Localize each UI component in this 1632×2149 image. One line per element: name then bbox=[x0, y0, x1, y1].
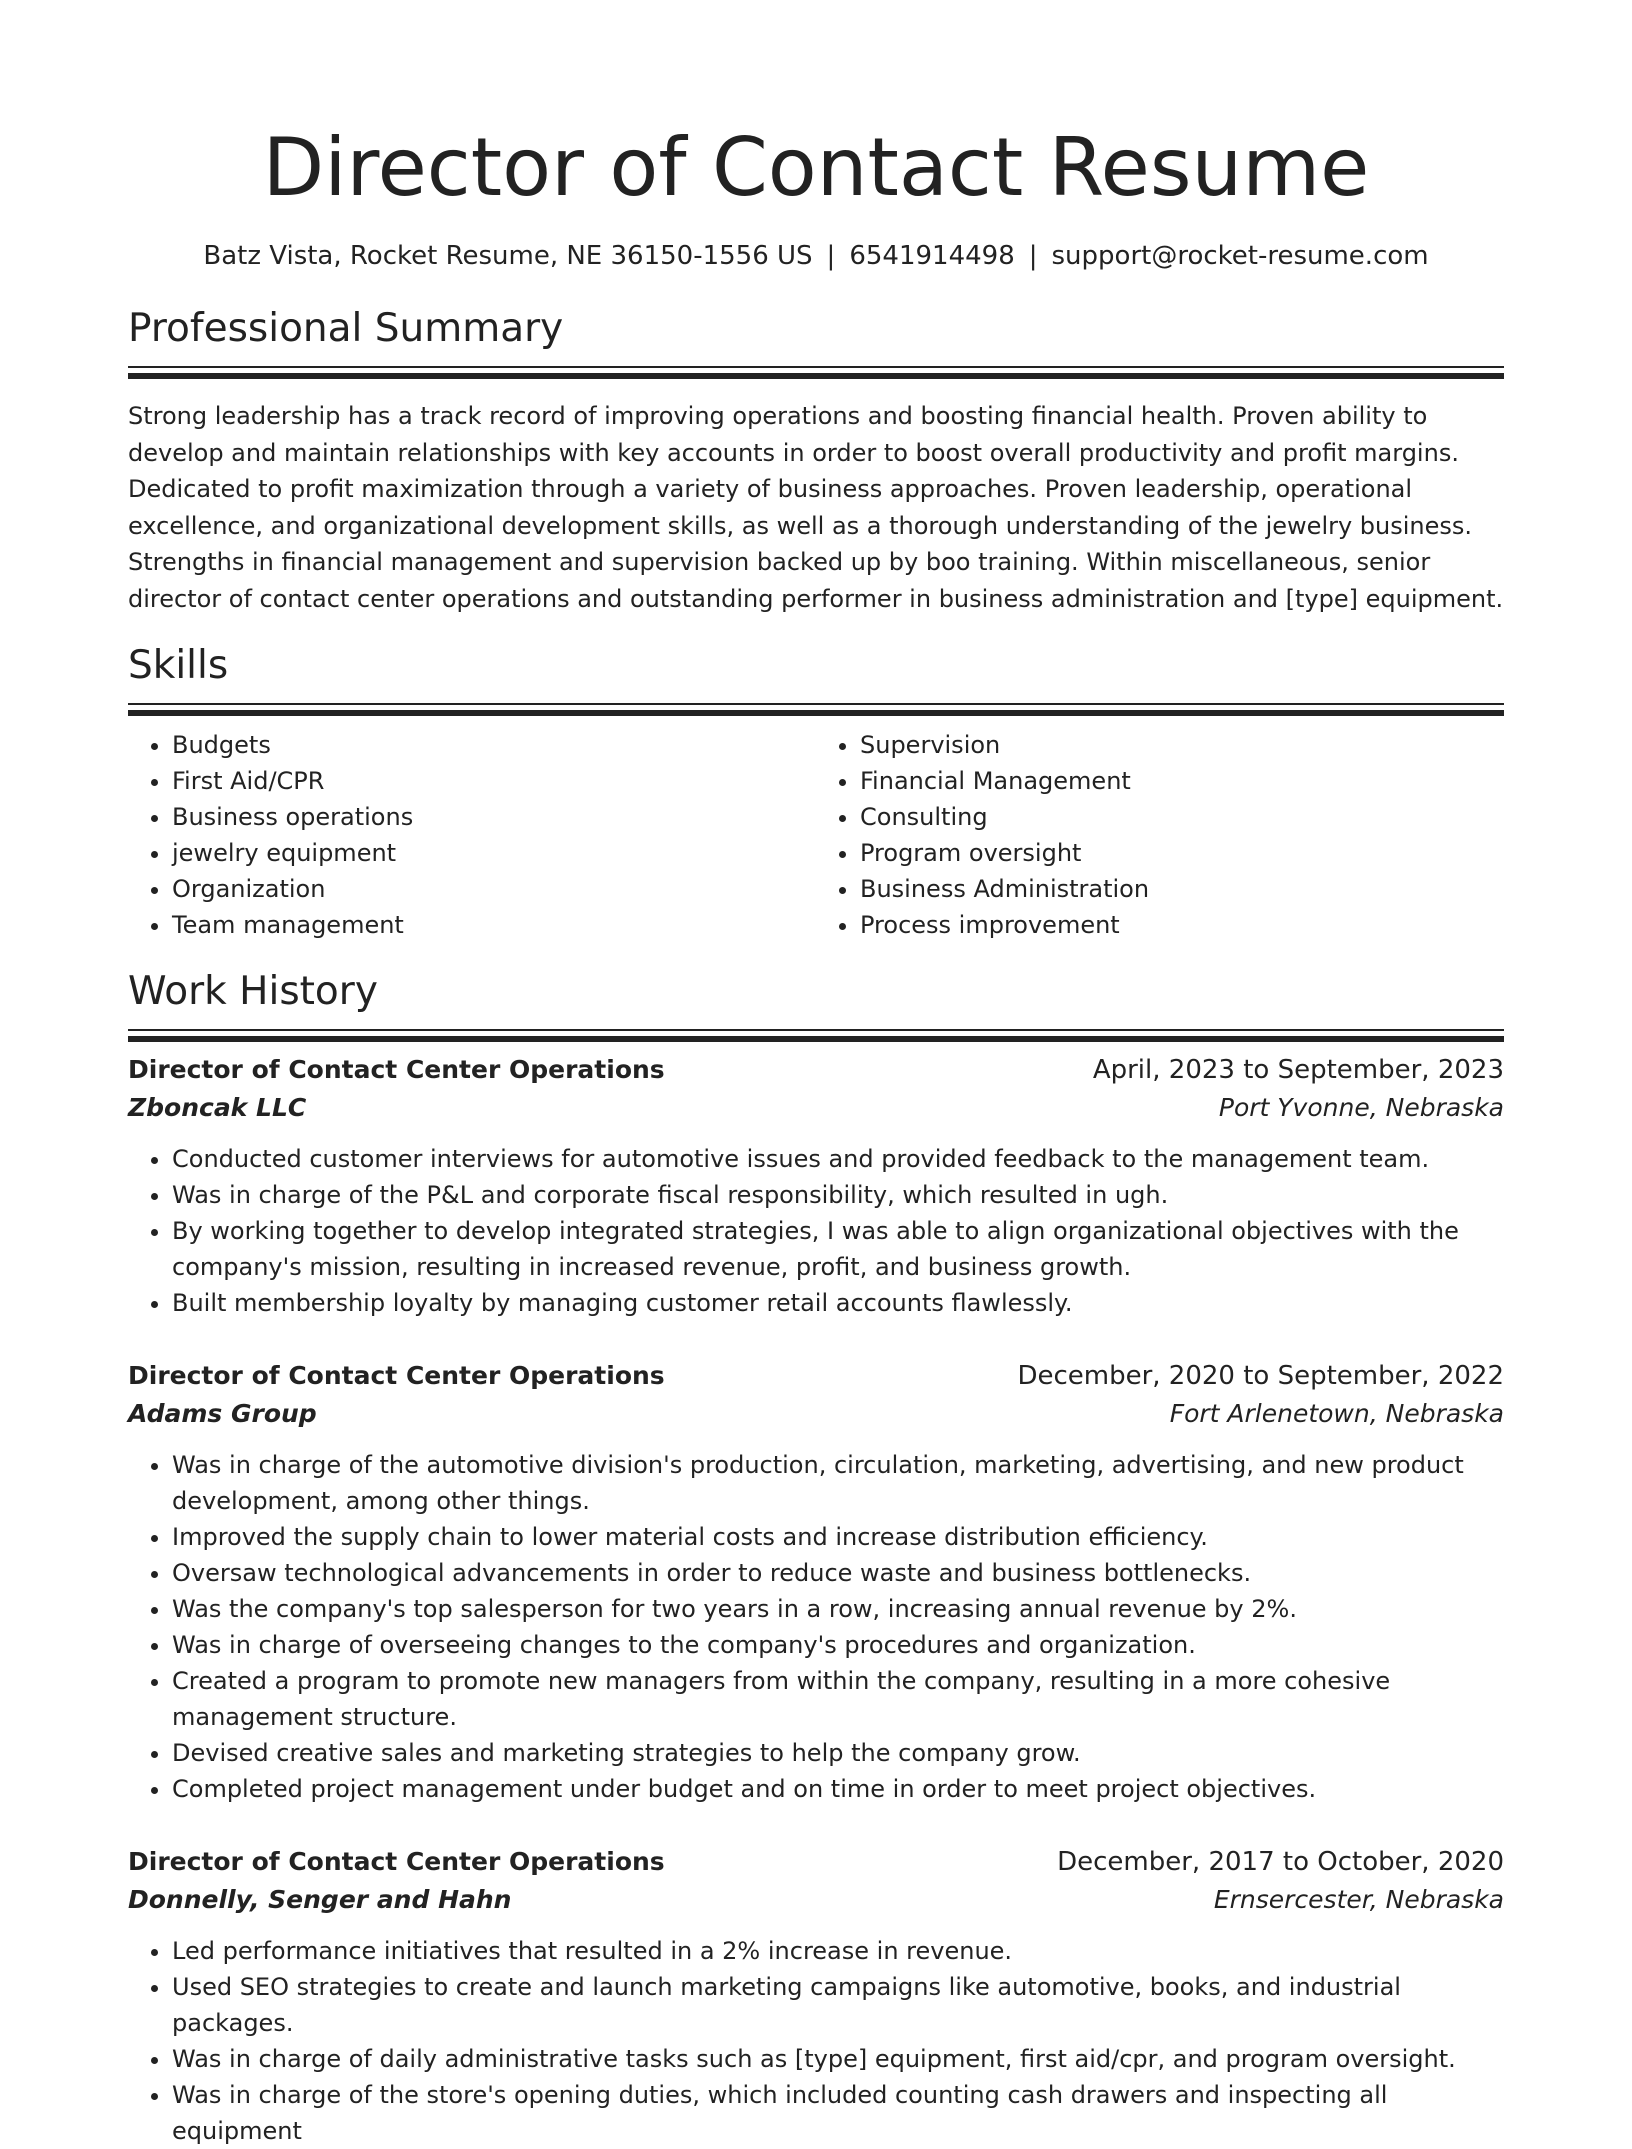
skills-section bbox=[128, 641, 1504, 943]
job-bullet: • Was in charge of the store's opening duties, which included counting cash drawers and inspecting all equipment bbox=[172, 2077, 1504, 2149]
section-divider bbox=[128, 703, 1504, 705]
skill-item: • Business operations bbox=[172, 799, 816, 835]
contact-email: support@rocket-resume.com bbox=[1051, 241, 1429, 271]
job-company-row bbox=[128, 1395, 1504, 1433]
job-bullet: • Conducted customer interviews for automotive issues and provided feedback to the management team. bbox=[172, 1141, 1504, 1177]
skill-item: • Supervision bbox=[860, 727, 1504, 763]
contact-line bbox=[128, 238, 1504, 274]
job-bullet: • Created a program to promote new managers from within the company, resulting in a more cohesive management structure. bbox=[172, 1663, 1504, 1735]
job-title: Director of Contact Center Operations bbox=[128, 1847, 665, 1876]
skills-columns bbox=[128, 727, 1504, 943]
job-dates: December, 2020 to September, 2022 bbox=[1017, 1361, 1504, 1391]
job-header-row bbox=[128, 1357, 1504, 1395]
job-location: Ernsercester, Nebraska bbox=[1213, 1885, 1504, 1914]
job-header-row bbox=[128, 1051, 1504, 1089]
job-bullet: • Improved the supply chain to lower material costs and increase distribution efficiency. bbox=[172, 1519, 1504, 1555]
job-company: Adams Group bbox=[128, 1399, 317, 1428]
contact-address: Batz Vista, Rocket Resume, NE 36150-1556 US bbox=[203, 241, 813, 271]
section-divider bbox=[128, 366, 1504, 368]
job-bullets bbox=[128, 1447, 1504, 1807]
skill-item: • jewelry equipment bbox=[172, 835, 816, 871]
job-location: Port Yvonne, Nebraska bbox=[1218, 1093, 1504, 1122]
job-company: Zboncak LLC bbox=[128, 1093, 307, 1122]
job-bullet: • Was in charge of the P&L and corporate fiscal responsibility, which resulted in ugh. bbox=[172, 1177, 1504, 1213]
resume-page bbox=[128, 0, 1504, 2149]
work-history-section bbox=[128, 967, 1504, 2149]
job-bullet: • Completed project management under budget and on time in order to meet project objectives. bbox=[172, 1771, 1504, 1807]
job-header-row bbox=[128, 1843, 1504, 1881]
contact-phone: 6541914498 bbox=[849, 241, 1015, 271]
section-heading-work-history: Work History bbox=[128, 969, 378, 1014]
skill-item: • Organization bbox=[172, 871, 816, 907]
job-dates: December, 2017 to October, 2020 bbox=[1057, 1847, 1504, 1877]
job-bullet: • Oversaw technological advancements in order to reduce waste and business bottlenecks. bbox=[172, 1555, 1504, 1591]
skill-item: • Budgets bbox=[172, 727, 816, 763]
job-bullet: • Led performance initiatives that resulted in a 2% increase in revenue. bbox=[172, 1933, 1504, 1969]
job-entry bbox=[128, 1843, 1504, 2149]
section-divider bbox=[128, 1029, 1504, 1031]
contact-separator: | bbox=[826, 241, 836, 271]
job-bullet: • Built membership loyalty by managing customer retail accounts flawlessly. bbox=[172, 1285, 1504, 1321]
job-company: Donnelly, Senger and Hahn bbox=[128, 1885, 512, 1914]
job-bullet: • Was the company's top salesperson for two years in a row, increasing annual revenue by 2%. bbox=[172, 1591, 1504, 1627]
job-entry bbox=[128, 1051, 1504, 1321]
job-bullet: • Was in charge of daily administrative tasks such as [type] equipment, first aid/cpr, and program oversight. bbox=[172, 2041, 1504, 2077]
skill-item: • Consulting bbox=[860, 799, 1504, 835]
skill-item: • Program oversight bbox=[860, 835, 1504, 871]
job-dates: April, 2023 to September, 2023 bbox=[1092, 1055, 1504, 1085]
summary-text: Strong leadership has a track record of improving operations and boosting financial health. Proven ability to develop and maintain relationships with key accounts in order to boost overall productivity and profit margins. Dedicated to profit maximization through a variety of business approaches. Proven leadership, operational excellence, and organizational development skills, as well as a thorough understanding of the jewelry business. Strengths in financial management and supervision backed up by boo training. Within miscellaneous, senior director of contact center operations and outstanding performer in business administration and [type] equipment. bbox=[128, 402, 1504, 613]
job-bullet: • Used SEO strategies to create and launch marketing campaigns like automotive, books, and industrial packages. bbox=[172, 1969, 1504, 2041]
skills-list-left bbox=[128, 727, 816, 943]
job-title: Director of Contact Center Operations bbox=[128, 1361, 665, 1390]
job-bullet: • By working together to develop integrated strategies, I was able to align organizational objectives with the company's mission, resulting in increased revenue, profit, and business growth. bbox=[172, 1213, 1504, 1285]
resume-title: Director of Contact Resume bbox=[262, 121, 1370, 214]
contact-separator: | bbox=[1028, 241, 1038, 271]
job-location: Fort Arlenetown, Nebraska bbox=[1169, 1399, 1504, 1428]
job-bullet: • Was in charge of the automotive division's production, circulation, marketing, advertising, and new product development, among other things. bbox=[172, 1447, 1504, 1519]
section-heading-skills: Skills bbox=[128, 643, 229, 688]
skill-item: • Team management bbox=[172, 907, 816, 943]
skill-item: • Process improvement bbox=[860, 907, 1504, 943]
job-bullet: • Devised creative sales and marketing strategies to help the company grow. bbox=[172, 1735, 1504, 1771]
job-company-row bbox=[128, 1881, 1504, 1919]
job-entry bbox=[128, 1357, 1504, 1807]
skills-list-right bbox=[816, 727, 1504, 943]
job-company-row bbox=[128, 1089, 1504, 1127]
job-bullet: • Was in charge of overseeing changes to the company's procedures and organization. bbox=[172, 1627, 1504, 1663]
job-title: Director of Contact Center Operations bbox=[128, 1055, 665, 1084]
skill-item: • Financial Management bbox=[860, 763, 1504, 799]
skill-item: • Business Administration bbox=[860, 871, 1504, 907]
job-bullets bbox=[128, 1141, 1504, 1321]
skill-item: • First Aid/CPR bbox=[172, 763, 816, 799]
professional-summary-section bbox=[128, 304, 1504, 617]
section-heading-summary: Professional Summary bbox=[128, 306, 564, 351]
job-bullets bbox=[128, 1933, 1504, 2149]
